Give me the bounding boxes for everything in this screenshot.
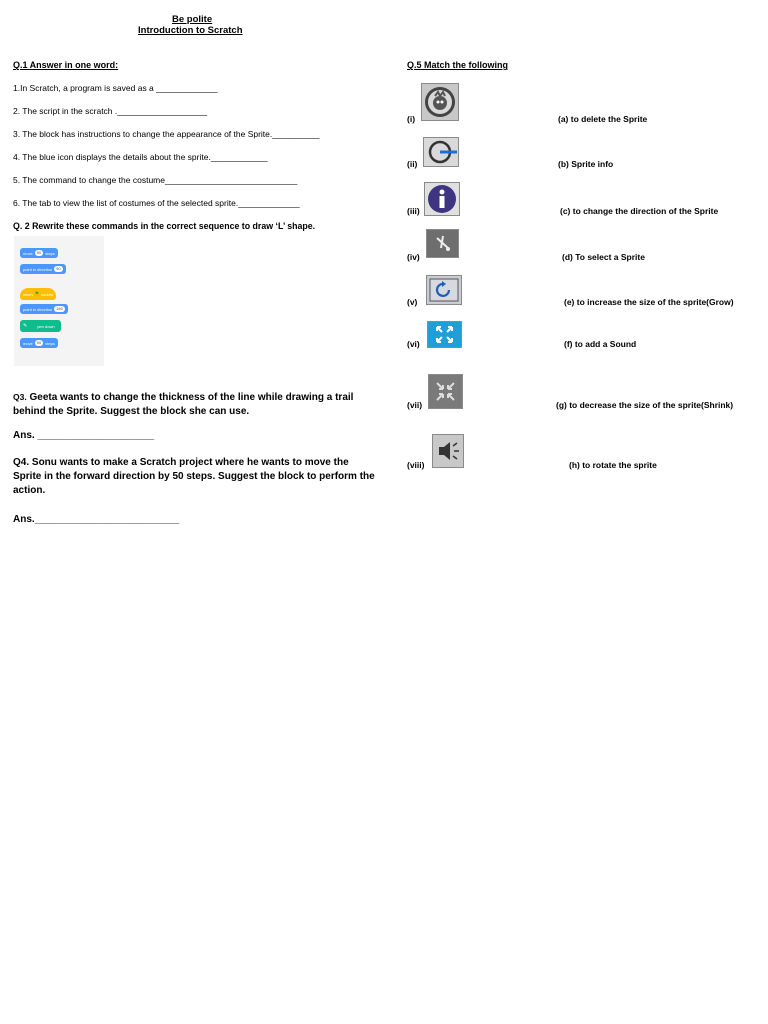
block-move-2-tail: steps [45, 340, 55, 346]
block-move-1-text: move [23, 250, 33, 256]
shrink-icon [428, 374, 463, 409]
block-move-1 [20, 248, 58, 258]
block-move-2-slot: 50 [36, 340, 42, 345]
green-flag-icon: ⚑ [34, 291, 40, 297]
q3-answer: Ans. _____________________ [13, 430, 155, 441]
block-pen-down-text: pen down [37, 323, 55, 329]
block-when-tail: clicked [41, 291, 54, 297]
q5-text-a: (a) to delete the Sprite [558, 114, 648, 124]
q1-item-5: 5. The command to change the costume____________________________ [13, 175, 298, 185]
q1-item-6: 6. The tab to view the list of costumes of the selected sprite._____________ [13, 198, 300, 208]
title-line-2: Introduction to Scratch [138, 25, 243, 36]
grow-icon [427, 321, 462, 348]
q5-text-f: (f) to add a Sound [564, 339, 637, 349]
q5-text-d: (d) To select a Sprite [562, 252, 645, 262]
q1-item-3: 3. The block has instructions to change the appearance of the Sprite.__________ [13, 129, 320, 139]
q5-label-i: (i) [407, 114, 416, 124]
block-point-180-slot: 180 [56, 306, 63, 311]
q3-text: Geeta wants to change the thickness of the line while drawing a trail behind the Sprite. Suggest the block she can use. [13, 392, 354, 417]
direction-icon [423, 137, 459, 167]
q5-label-vii: (vii) [407, 400, 423, 410]
q5-text-c: (c) to change the direction of the Sprite [560, 206, 719, 216]
q5-label-v: (v) [407, 297, 418, 307]
q1-heading: Q.1 Answer in one word: [13, 60, 119, 70]
block-when-text: when [23, 291, 33, 297]
block-move-1-slot: 50 [36, 250, 42, 255]
rotate-icon [426, 275, 462, 305]
block-pen-down [20, 320, 61, 332]
q1-item-4: 4. The blue icon displays the details about the sprite.____________ [13, 152, 268, 162]
block-point-180-text: point in direction [23, 306, 53, 312]
q4-answer: Ans.__________________________ [13, 514, 180, 525]
sprite-logo-icon [421, 83, 459, 121]
block-move-1-tail: steps [45, 250, 55, 256]
q5-text-g: (g) to decrease the size of the sprite(Shrink) [556, 400, 734, 410]
pen-icon: ✎ [23, 323, 28, 329]
q5-label-vi: (vi) [407, 339, 420, 349]
block-point-90-text: point in direction [23, 266, 53, 272]
q5-text-h: (h) to rotate the sprite [569, 460, 657, 470]
block-move-2 [20, 338, 58, 348]
q4-question: Q4. Sonu wants to make a Scratch project where he wants to move the Sprite in the forward direction by 50 steps. Suggest the block to perform the action. [13, 457, 375, 496]
info-icon [424, 182, 460, 216]
scissors-icon [426, 229, 459, 258]
q3-label: Q3. [13, 392, 27, 402]
q5-label-viii: (viii) [407, 460, 425, 470]
q5-text-b: (b) Sprite info [558, 159, 614, 169]
block-move-2-text: move [23, 340, 33, 346]
block-point-90 [20, 264, 66, 274]
q5-heading: Q.5 Match the following [407, 60, 508, 70]
block-point-90-slot: 90 [56, 266, 61, 271]
speaker-icon [432, 434, 464, 468]
title-line-1: Be polite [172, 14, 213, 25]
q5-label-ii: (ii) [407, 159, 418, 169]
q1-item-2: 2. The script in the scratch .___________________ [13, 106, 208, 116]
scratch-blocks-image [14, 236, 104, 366]
q5-label-iv: (iv) [407, 252, 420, 262]
block-point-180 [20, 304, 68, 314]
q5-text-e: (e) to increase the size of the sprite(Grow) [564, 297, 734, 307]
block-when-flag [20, 288, 56, 300]
q2-heading: Q. 2 Rewrite these commands in the correct sequence to draw ‘L’ shape. [13, 221, 316, 231]
q3-question [13, 390, 373, 419]
q5-label-iii: (iii) [407, 206, 420, 216]
q1-item-1: 1.In Scratch, a program is saved as a _____________ [13, 83, 218, 93]
